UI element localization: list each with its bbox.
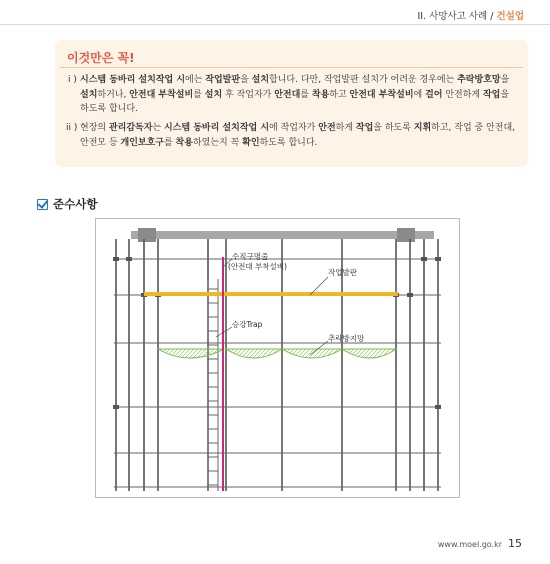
notice-text-segment: 하게: [335, 123, 356, 133]
notice-text-segment: 착용: [311, 89, 330, 100]
notice-text-segment: 을 하도록: [373, 123, 414, 133]
checkbox-icon: [37, 199, 48, 210]
notice-item-text: [80, 123, 515, 148]
work-platform: [144, 292, 398, 296]
notice-text-segment: 현장의: [80, 123, 109, 133]
notice-text-segment: 를: [163, 137, 176, 148]
platform-label: 작업발판: [328, 268, 357, 277]
notice-text-segment: 를: [193, 89, 205, 100]
notice-text-segment: 는: [152, 123, 164, 133]
left-tower-head: [138, 228, 156, 242]
access-ladder: [208, 279, 218, 491]
notice-item-number: i ): [68, 75, 77, 85]
notice-item-2: [66, 121, 518, 150]
notice-text-segment: 하거나,: [97, 89, 130, 100]
notice-text-segment: 하고: [329, 89, 350, 100]
notice-text-segment: 에: [413, 89, 426, 100]
notice-item-text: [80, 75, 509, 114]
notice-text-segment: 설치: [251, 75, 270, 85]
right-tower-head: [397, 228, 415, 242]
notice-text-segment: 에 작업자가: [269, 123, 319, 133]
scaffold-illustration: [96, 219, 459, 497]
notice-text-segment: 걸어: [425, 89, 443, 100]
notice-text-segment: 하도록 합니다.: [259, 137, 318, 148]
notice-text-segment: 작업: [355, 123, 374, 133]
notice-text-segment: 시스템 동바리 설치작업 시: [80, 75, 186, 85]
notice-text-segment: 후 작업자가: [222, 89, 275, 100]
notice-item-number: ii ): [66, 123, 78, 133]
safety-net-center: [226, 349, 282, 358]
notice-text-segment: 지휘: [413, 123, 432, 133]
page-number: 15: [508, 537, 522, 550]
notice-text-segment: 확인: [242, 137, 260, 148]
label-leaders: [216, 259, 328, 355]
notice-text-segment: 작업발판: [205, 75, 241, 85]
lifeline-label: 수직구명줄: [232, 252, 269, 261]
notice-text-segment: 안전하게: [442, 89, 483, 100]
notice-text-segment: 에는: [185, 75, 206, 85]
notice-text-segment: 추락방호망: [457, 75, 501, 85]
notice-text-segment: 착용: [175, 137, 193, 148]
notice-text-segment: 을 하도록 합니다.: [80, 89, 510, 114]
notice-text-segment: 하였는지 꼭: [192, 137, 243, 148]
notice-text-segment: 안전대: [274, 89, 301, 100]
page-footer: [438, 537, 522, 550]
notice-text-segment: 작업: [482, 89, 501, 100]
safety-net-far-right: [342, 349, 396, 358]
notice-text-segment: 안전대 부착설비: [129, 89, 194, 100]
chapter-label: II. 사망사고 사례 /: [417, 11, 497, 22]
section-title: 준수사항: [53, 197, 98, 211]
notice-text-segment: 하고, 작업 중 안전대, 안전모 등: [80, 123, 516, 148]
scaffold-diagram: [95, 218, 460, 498]
notice-text-segment: 를: [300, 89, 312, 100]
ceiling-slab: [131, 231, 434, 239]
section-heading: [37, 196, 97, 212]
notice-item-1: [68, 73, 518, 117]
notice-text-segment: 시스템 동바리 설치작업 시: [164, 123, 270, 133]
page-header: [418, 8, 525, 22]
notice-text-segment: 안전: [318, 123, 336, 133]
notice-text-segment: 합니다. 다만, 작업발판 설치가 어려운 경우에는: [269, 75, 458, 85]
footer-url: www.moel.go.kr: [437, 540, 502, 549]
notice-text-segment: 관리감독자: [108, 123, 153, 133]
notice-text-segment: 을: [240, 75, 252, 85]
net-label: 추락방지망: [328, 334, 365, 343]
notice-text-segment: 을: [500, 75, 510, 85]
notice-text-segment: 설치: [80, 89, 98, 100]
lifeline-sublabel: (안전대 부착설비): [228, 262, 287, 271]
notice-text-segment: 설치: [204, 89, 223, 100]
notice-text-segment: 개인보호구: [120, 137, 164, 148]
header-divider: [0, 24, 550, 25]
notice-divider: [60, 67, 523, 68]
safety-net-left: [158, 349, 224, 358]
notice-title: 이것만은 꼭!: [67, 51, 135, 65]
trap-label: 승강Trap: [232, 320, 263, 329]
notice-text-segment: 안전대 부착설비: [349, 89, 414, 100]
category-label: 건설업: [496, 11, 524, 22]
post-joints: [113, 257, 441, 409]
